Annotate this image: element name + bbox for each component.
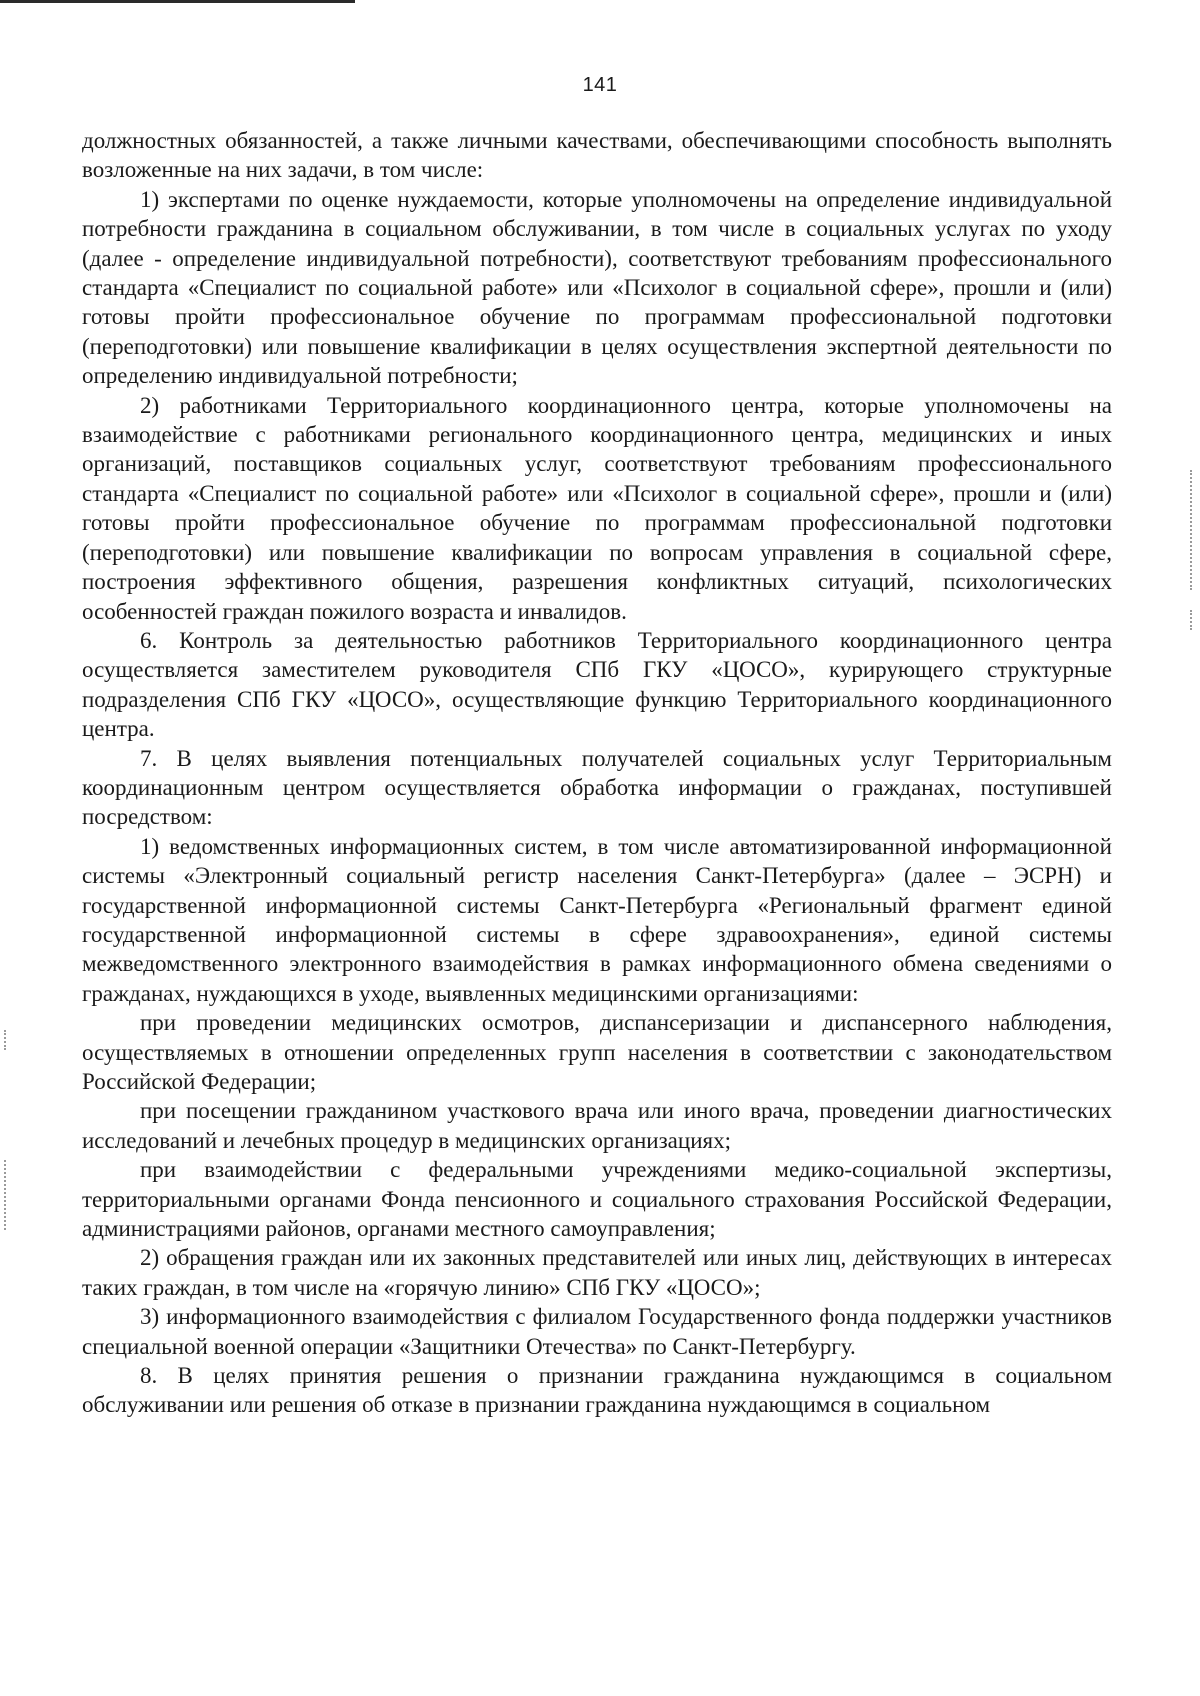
paragraph-item-1-systems: 1) ведомственных информационных систем, в том числе автоматизированной информационной системы «Электронный социальный регистр населения Санкт-Петербурга» (далее – ЭСРН) и государственной информационной системы Санкт-Петербурга «Региональный фрагмент единой государственной информационной системы в сфере здравоохранения», единой системы межведомственного электронного взаимодействия в рамках информационного обмена сведениями о гражданах, нуждающихся в уходе, выявленных медицинскими организациями:: [82, 833, 1112, 1006]
paragraph-section-7: 7. В целях выявления потенциальных получателей социальных услуг Территориальным координационным центром осуществляется обработка информации о гражданах, поступившей посредством:: [82, 745, 1112, 830]
paragraph-item-3-fund: 3) информационного взаимодействия с филиалом Государственного фонда поддержки участников специальной военной операции «Защитники Отечества» по Санкт-Петербургу.: [82, 1304, 1112, 1359]
document-body: [82, 126, 1112, 1420]
paragraph-continuation: должностных обязанностей, а также личными качествами, обеспечивающими способность выполнять возложенные на них задачи, в том числе:: [82, 128, 1112, 183]
paragraph-item-2-workers: 2) работниками Территориального координационного центра, которые уполномочены на взаимодействие с работниками регионального координационного центра, медицинских и иных организаций, поставщиков социальных услуг, соответствуют требованиям профессионального стандарта «Специалист по социальной работе» или «Психолог в социальной сфере», прошли и (или) готовы пройти профессиональное обучение по программам профессиональной подготовки (переподготовки) или повышение квалификации по вопросам управления в социальной сфере, построения эффективного общения, разрешения конфликтных ситуаций, психологических особенностей граждан пожилого возраста и инвалидов.: [82, 392, 1112, 624]
scan-margin-mark: [1190, 610, 1194, 630]
paragraph-sub-interaction: при взаимодействии с федеральными учреждениями медико-социальной экспертизы, территориальными органами Фонда пенсионного и социального страхования Российской Федерации, администрациями районов, органами местного самоуправления;: [82, 1157, 1112, 1242]
scan-margin-mark: [4, 1160, 8, 1230]
paragraph-section-6: 6. Контроль за деятельностью работников Территориального координационного центра осуществляется заместителем руководителя СПб ГКУ «ЦОСО», курирующего структурные подразделения СПб ГКУ «ЦОСО», осуществляющие функцию Территориального координационного центра.: [82, 627, 1112, 742]
scan-edge-line: [0, 0, 355, 3]
paragraph-item-1-experts: 1) экспертами по оценке нуждаемости, которые уполномочены на определение индивидуальной потребности гражданина в социальном обслуживании, в том числе в социальных услугах по уходу (далее - определение индивидуальной потребности), соответствуют требованиям профессионального стандарта «Специалист по социальной работе» или «Психолог в социальной сфере», прошли и (или) готовы пройти профессиональное обучение по программам профессиональной подготовки (переподготовки) или повышение квалификации в целях осуществления экспертной деятельности по определению индивидуальной потребности;: [82, 186, 1112, 389]
scan-margin-mark: [4, 1030, 8, 1050]
paragraph-section-8: 8. В целях принятия решения о признании гражданина нуждающимся в социальном обслуживании или решения об отказе в признании гражданина нуждающимся в социальном: [82, 1363, 1112, 1418]
page-number: 141: [582, 74, 618, 96]
scan-margin-mark: [1190, 470, 1194, 590]
paragraph-sub-examinations: при проведении медицинских осмотров, диспансеризации и диспансерного наблюдения, осуществляемых в отношении определенных групп населения в соответствии с законодательством Российской Федерации;: [82, 1010, 1112, 1094]
paragraph-sub-visits: при посещении гражданином участкового врача или иного врача, проведении диагностических исследований и лечебных процедур в медицинских организациях;: [82, 1098, 1112, 1153]
paragraph-item-2-appeals: 2) обращения граждан или их законных представителей или иных лиц, действующих в интересах таких граждан, в том числе на «горячую линию» СПб ГКУ «ЦОСО»;: [82, 1245, 1112, 1300]
